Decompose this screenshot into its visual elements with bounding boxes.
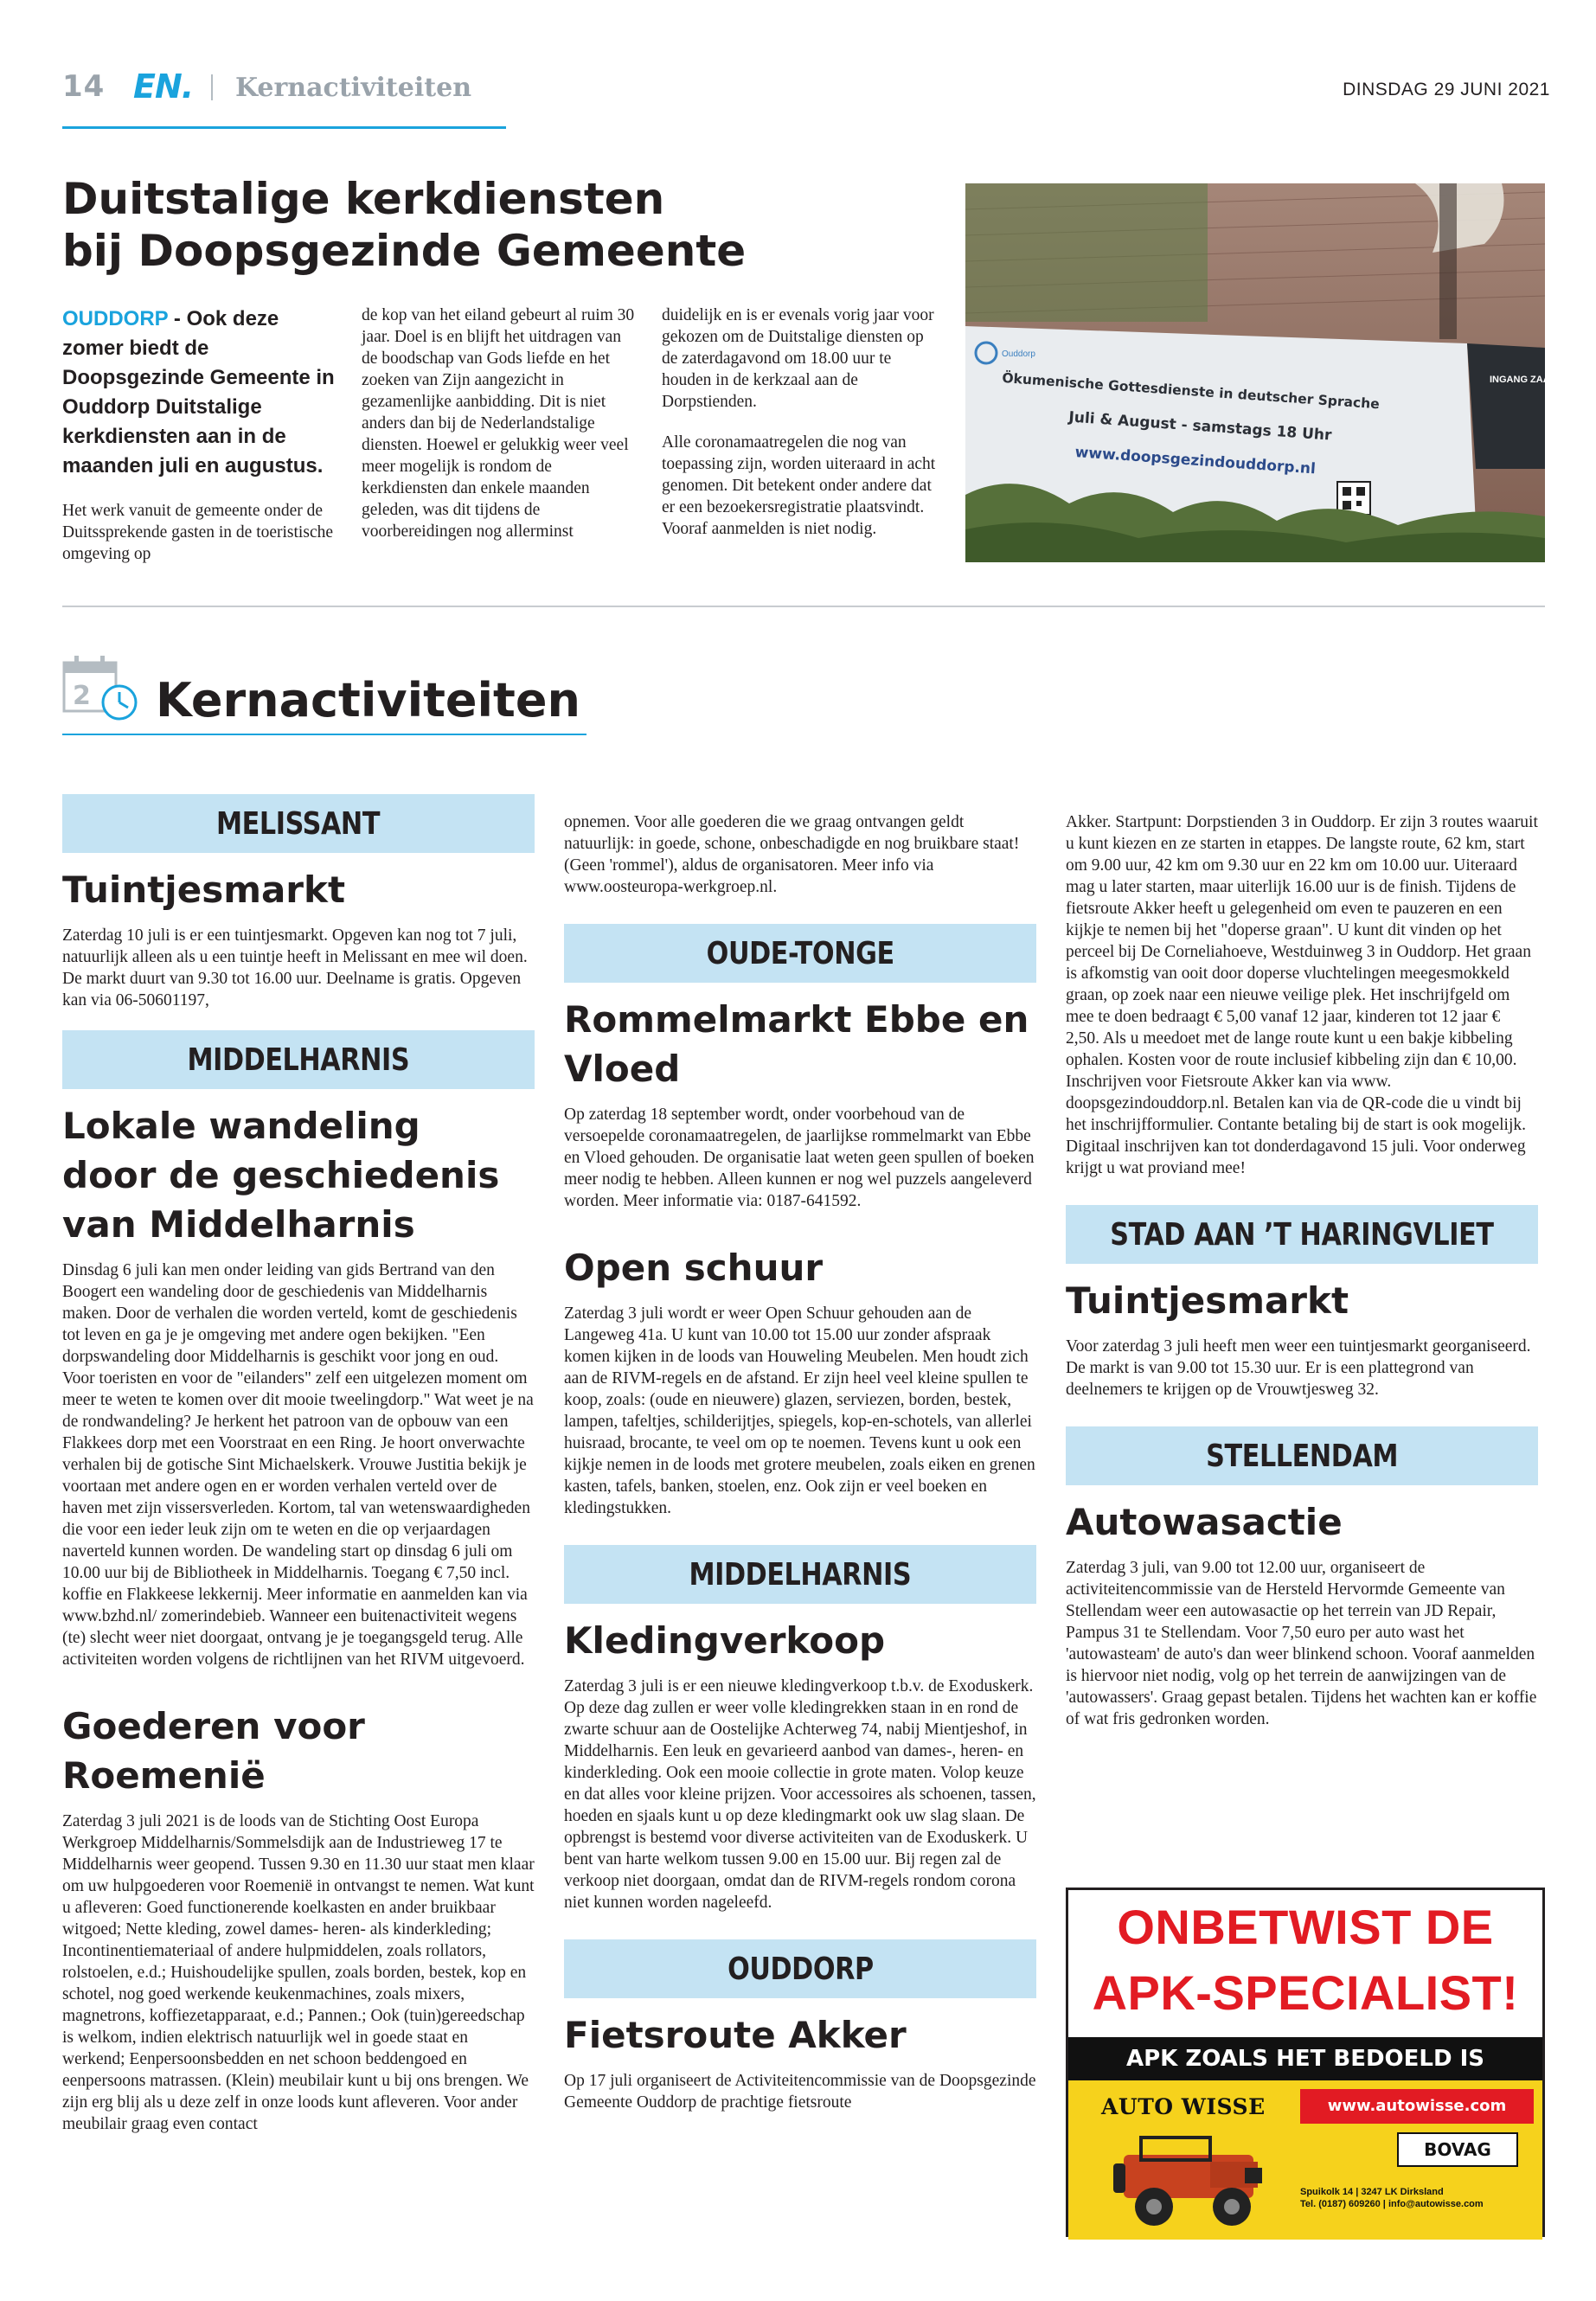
- item-title-line: Lokale wandeling: [62, 1105, 420, 1147]
- item-body: Zaterdag 3 juli wordt er weer Open Schuur gehouden aan de Langeweg 41a. U kunt van 10.00 tot 15.00 uur zonder afspraak komen kijken in de loods van Houweling Meubelen. Men houdt zich aan de RIVM-regels en de afstand. Er zijn heel veel kleine spullen te koop, zoals: (oude en nieuwere) glazen, serviezen, borden, bestek, lampen, tafeltjes, schilderijtjes, spiegels, kop-en-schotels, van allerlei huisraad, brocante, te veel om op te noemen. Tevens kunt u ook een kijkje nemen in de loods met grotere meubelen, zoals eiken en grenen kasten, tafels, banken, stoelen, enz. Ook zijn er veel boeken en kledingstukken.: [564, 1304, 1035, 1517]
- article-photo: [965, 183, 1556, 562]
- item-title: Open schuur: [564, 1247, 824, 1289]
- item-title-line: Rommelmarkt Ebbe en: [564, 998, 1029, 1041]
- ad-address-line: Tel. (0187) 609260 | info@autowisse.com: [1300, 2199, 1484, 2209]
- church-banner-photo: [965, 183, 1556, 562]
- dateline-place: OUDDORP: [62, 307, 169, 330]
- column-3: [1066, 811, 1538, 1730]
- calendar-number: 2: [73, 681, 91, 711]
- section-divider: [62, 606, 1545, 607]
- banner-small-text: Ouddorp: [1002, 349, 1035, 359]
- item-body: Op zaterdag 18 september wordt, onder voorbehoud van de versoepelde coronamaatregelen, de jaarlijkse rommelmarkt van Ebbe en Vloed gehouden. De organisatie laat weten geen spullen of boeken meer nodig te hebben. Alleen kunnen er nog wel puzzels aangeleverd worden. Meer informatie via: 0187-641592.: [564, 1106, 1035, 1210]
- article-title: [62, 173, 927, 277]
- issue-date: DINSDAG 29 JUNI 2021: [1343, 80, 1550, 99]
- column-2: [564, 811, 1036, 2113]
- header-rule: [62, 126, 506, 129]
- ad-url[interactable]: www.autowisse.com: [1300, 2089, 1534, 2124]
- item-body: Zaterdag 3 juli 2021 is de loods van de Stichting Oost Europa Werkgroep Middelharnis/Sommelsdijk aan de Industrieweg 17 te Middelharnis weer geopend. Tussen 9.30 en 11.30 uur staat men klaar om uw hulpgoederen voor Roemenië in ontvangst te nemen. Wat kunt u afleveren: Goed functionerende koelkasten en ander bruikbaar witgoed; Nette kleding, zowel dames- heren- als kinderkleding; Incontinentiemateriaal of andere hulpmiddelen, zoals rollators, rolstoelen, e.d.; Huishoudelijke spullen, zoals borden, bestek, kop en schotel, nog goed werkende keukenmachines, zoals mixers, magnetrons, koffiezetapparaat, e.d.; Pannen.; Ook (tuin)gereedschap is welkom, indien elektrisch natuurlijk wel in goede staat en werkend; Eenpersoonsbedden en net schoon beddengoed en eenpersoons matrassen. (Klein) meubilair kunt u bij ons brengen. We zijn erg blij als u deze zelf in onze loods kunt afleveren. Voor ander meubilair graag even contact: [62, 1812, 535, 2133]
- item-title: Tuintjesmarkt: [1066, 1279, 1349, 1322]
- article-column-1: [62, 304, 341, 584]
- item-title: Fietsroute Akker: [564, 2014, 907, 2056]
- item-title: Goederen voor Roemenië: [62, 1705, 365, 1797]
- article-paragraph: de kop van het eiland gebeurt al ruim 30 jaar. Doel is en blijft het uitdragen van de boodschap van Gods liefde en het zoeken van Zijn aangezicht in gezamenlijke aanbidding. Dit is niet anders dan bij de Nederlandstalige diensten. Hoewel er gelukkig weer veel meer mogelijk is rondom de kerkdiensten dan enkele maanden geleden, was dit tijdens de voorbereidingen nog allerminst: [362, 306, 635, 541]
- article-title-line2: bij Doopsgezinde Gemeente: [62, 226, 747, 276]
- banner-line-1: Ökumenische Gottesdienste in deutscher Sprache: [1001, 369, 1381, 413]
- item-title: Kledingverkoop: [564, 1619, 886, 1662]
- article-title-line1: Duitstalige kerkdiensten: [62, 174, 665, 224]
- advertisement[interactable]: [1066, 1888, 1545, 2237]
- item-body-continued: Akker. Startpunt: Dorpstienden 3 in Ouddorp. Er zijn 3 routes waaruit u kunt kiezen en ze starten in etappes. De langste route, 62 km, start om 9.00 uur, 42 km om 9.30 uur en 22 km om 10.00 uur. Uiteraard mag u later starten, maar uiterlijk 16.00 uur is de finish. Tijdens de fietsroute Akker heeft u gelegenheid om even te pauzeren en een kijkje te nemen bij het "doperse graan". U kunt dit vinden op het perceel bij De Corneliahoeve, Westduinweg 3 in Ouddorp. Het graan is afkomstig van ooit door doperse vluchtelingen meegesmokkeld graan, op zoek naar een nieuwe veilige plek. Het inschrijfgeld om mee te doen bedraagt € 5,00 vanaf 12 jaar, kinderen tot 12 jaar € 2,50. Als u meedoet met de lange route kunt u een bakje kibbeling ophalen. Kosten voor de route inclusief kibbeling zijn dan € 10,00. Inschrijven voor Fietsroute Akker kan via www. doopsgezindouddorp.nl. Betalen kan via de QR-code die u vindt bij het inschrijfformulier. Contante betaling bij de start is ook mogelijk. Digitaal inschrijven kan tot donderdagavond 15 juli. Voor onderweg krijgt u wat proviand mee!: [1066, 813, 1538, 1177]
- article-paragraph: Alle coronamaatregelen die nog van toepassing zijn, worden uiteraard in acht genomen. Dit betekent onder andere dat er een bezoekersregistratie plaatsvindt. Vooraf aanmelden is niet nodig.: [662, 433, 936, 538]
- item-body: Dinsdag 6 juli kan men onder leiding van gids Bertrand van den Boogert een wandeling door de geschiedenis van Middelharnis maken. Door de verhalen die worden verteld, komt de geschiedenis tot leven en ga je je omgeving met andere ogen bekijken. "Een dorpswandeling door Middelharnis is geschikt voor jong en oud. Voor toeristen en voor de "eilanders" zelf een uitgelezen moment om meer te weten te komen over dit mooie tweelingdorp." Wat weet je na de rondwandeling? Je herkent het patroon van de opbouw van een Flakkees dorp met een Voorstraat en een Ring. Je hoort onverwachte verhalen bij de gotische Sint Michaelskerk. Vrouwe Justitia bekijk je voortaan met andere ogen en er worden verhalen verteld over de haven met zijn vissersverleden. Kortom, tal van wetenswaardigheden die voor een ieder leuk zijn om te weten en die op verjaardagen naverteld kunnen worden. De wandeling start op dinsdag 6 juli om 10.00 uur bij de Bibliotheek in Middelharnis. Toegang € 7,50 incl. koffie en Flakkeese lekkernij. Meer informatie en aanmelden kan via www.bzhd.nl/ zomerindebieb. Wanneer een buitenactiviteit wegens (te) slecht weer niet doorgaat, ontvang je je toegangsgeld terug. Alle activiteiten worden volgens de richtlijnen van het RIVM uitgevoerd.: [62, 1261, 534, 1669]
- page-number: 14: [62, 69, 106, 104]
- item-title-line: Vloed: [564, 1048, 681, 1090]
- article-paragraph: duidelijk en is er evenals vorig jaar voor gekozen om de Duitstalige diensten op de zaterdagavond om 18.00 uur te houden in de kerkzaal aan de Dorpstienden.: [662, 306, 934, 411]
- location-tag-label: OUDE-TONGE: [706, 935, 894, 971]
- section-label: Kernactiviteiten: [235, 73, 472, 103]
- item-title-line: van Middelharnis: [62, 1203, 415, 1246]
- location-tag-label: MIDDELHARNIS: [187, 1042, 410, 1078]
- banner-line-2: Juli & August - samstags 18 Uhr: [1067, 408, 1333, 445]
- article-paragraph: Het werk vanuit de gemeente onder de Duitssprekende gasten in de toeristische omgeving op: [62, 502, 333, 563]
- newspaper-logo[interactable]: EN.: [133, 67, 194, 106]
- item-body: Zaterdag 3 juli, van 9.00 tot 12.00 uur, organiseert de activiteitencommissie van de Hersteld Hervormde Gemeente van Stellendam weer een autowasactie op het terrein van JD Repair, Pampus 31 te Stellendam. Voor 7,50 euro per auto wast het 'autowasteam' de auto's dan weer blinkend schoon. Vooraf aanmelden is hiervoor niet nodig, volg op het terrein de aanwijzingen van de 'autowassers'. Graag gepast betalen. Tijdens het wachten kan er koffie of wat fris gedronken worden.: [1066, 1559, 1537, 1728]
- item-title: [62, 1101, 535, 1249]
- location-tag: [564, 924, 1036, 983]
- location-tag-label: STELLENDAM: [1206, 1438, 1398, 1474]
- ad-headline-2: APK-SPECIALIST!: [1092, 1965, 1519, 2020]
- column-1: [62, 794, 535, 2135]
- header-separator: [211, 74, 213, 100]
- item-body: Voor zaterdag 3 juli heeft men weer een tuintjesmarkt georganiseerd. De markt is van 9.00 tot 15.30 uur. Er is een plattegrond van deelnemers te krijgen op de Vrouwtjesweg 32.: [1066, 1337, 1531, 1399]
- article-column-2: [362, 304, 638, 561]
- item-title: [564, 995, 1036, 1093]
- location-tag: [564, 1939, 1036, 1998]
- location-tag-label: OUDDORP: [727, 1951, 874, 1987]
- location-tag: [564, 1545, 1036, 1604]
- item-body: Zaterdag 10 juli is er een tuintjesmarkt. Opgeven kan nog tot 7 juli, natuurlijk alleen als u een tuintje heeft in Melissant en mee wil doen. De markt duurt van 9.30 tot 16.00 uur. Deelname is gratis. Opgeven kan via 06-50601197,: [62, 926, 528, 1009]
- location-tag: [1066, 1205, 1538, 1264]
- location-tag-label: MIDDELHARNIS: [689, 1556, 912, 1593]
- item-title: Autowasactie: [1066, 1501, 1343, 1543]
- article-lead: [62, 304, 341, 481]
- item-body-continued: opnemen. Voor alle goederen die we graag ontvangen geldt natuurlijk: in goede, schone, onbeschadigde en nog bruikbare staat! (Geen 'rommel'), aldus de organisatoren. Meer info via www.oosteuropa-werkgroep.nl.: [564, 813, 1020, 896]
- calendar-clock-icon: [62, 654, 138, 721]
- item-title: Tuintjesmarkt: [62, 868, 346, 911]
- bovag-logo: BOVAG: [1397, 2132, 1518, 2167]
- location-tag: [62, 1030, 535, 1089]
- location-tag-label: MELISSANT: [216, 805, 381, 842]
- location-tag: [62, 794, 535, 853]
- ad-address: [1300, 2186, 1534, 2210]
- location-tag: [1066, 1426, 1538, 1485]
- ad-address-line: Spuikolk 14 | 3247 LK Dirksland: [1300, 2187, 1444, 2197]
- ad-brand: AUTO WISSE: [1101, 2094, 1266, 2119]
- ad-slogan: APK ZOALS HET BEDOELD IS: [1068, 2037, 1542, 2080]
- ad-headline-1: ONBETWIST DE: [1117, 1900, 1494, 1954]
- item-body: Op 17 juli organiseert de Activiteitencommissie van de Doopsgezinde Gemeente Ouddorp de prachtige fietsroute: [564, 2072, 1036, 2112]
- section-title: Kernactiviteiten: [156, 673, 580, 727]
- page-header: [62, 67, 1550, 107]
- item-body: Zaterdag 3 juli is er een nieuwe kledingverkoop t.b.v. de Exoduskerk. Op deze dag zullen er weer volle kledingrekken staan in en rond de zwarte schuur aan de Oostelijke Achterweg 74, nabij Mientjeshof, in Middelharnis. Een leuk en gevarieerd aanbod van dames-, heren- en kinderkleding. Ook een mooie collectie in grote maten. Volop keuze en dat alles voor kleine prijzen. Voor accessoires als schoenen, tassen, hoeden en sjaals kunt u op deze kledingmarkt ook uw slag slaan. De opbrengst is bestemd voor diverse activiteiten van de Exoduskerk. U bent van harte welkom tussen 9.00 en 15.00 uur. Bij regen zal de verkoop niet doorgaan, omdat dan de RIVM-regels rondom corona niet kunnen worden nageleefd.: [564, 1677, 1036, 1912]
- lead-text: - Ook deze zomer biedt de Doopsgezinde Gemeente in Ouddorp Duitstalige kerkdiensten aan in de maanden juli en augustus.: [62, 307, 335, 478]
- banner-url: www.doopsgezindouddorp.nl: [1074, 444, 1317, 478]
- section-rule: [62, 734, 586, 735]
- item-title-line: door de geschiedenis: [62, 1154, 500, 1196]
- location-tag-label: STAD AAN ’T HARINGVLIET: [1110, 1216, 1494, 1253]
- sign-text: INGANG ZAAL: [1490, 375, 1556, 385]
- jeep-icon: [1106, 2120, 1279, 2233]
- article-column-3: [662, 304, 940, 559]
